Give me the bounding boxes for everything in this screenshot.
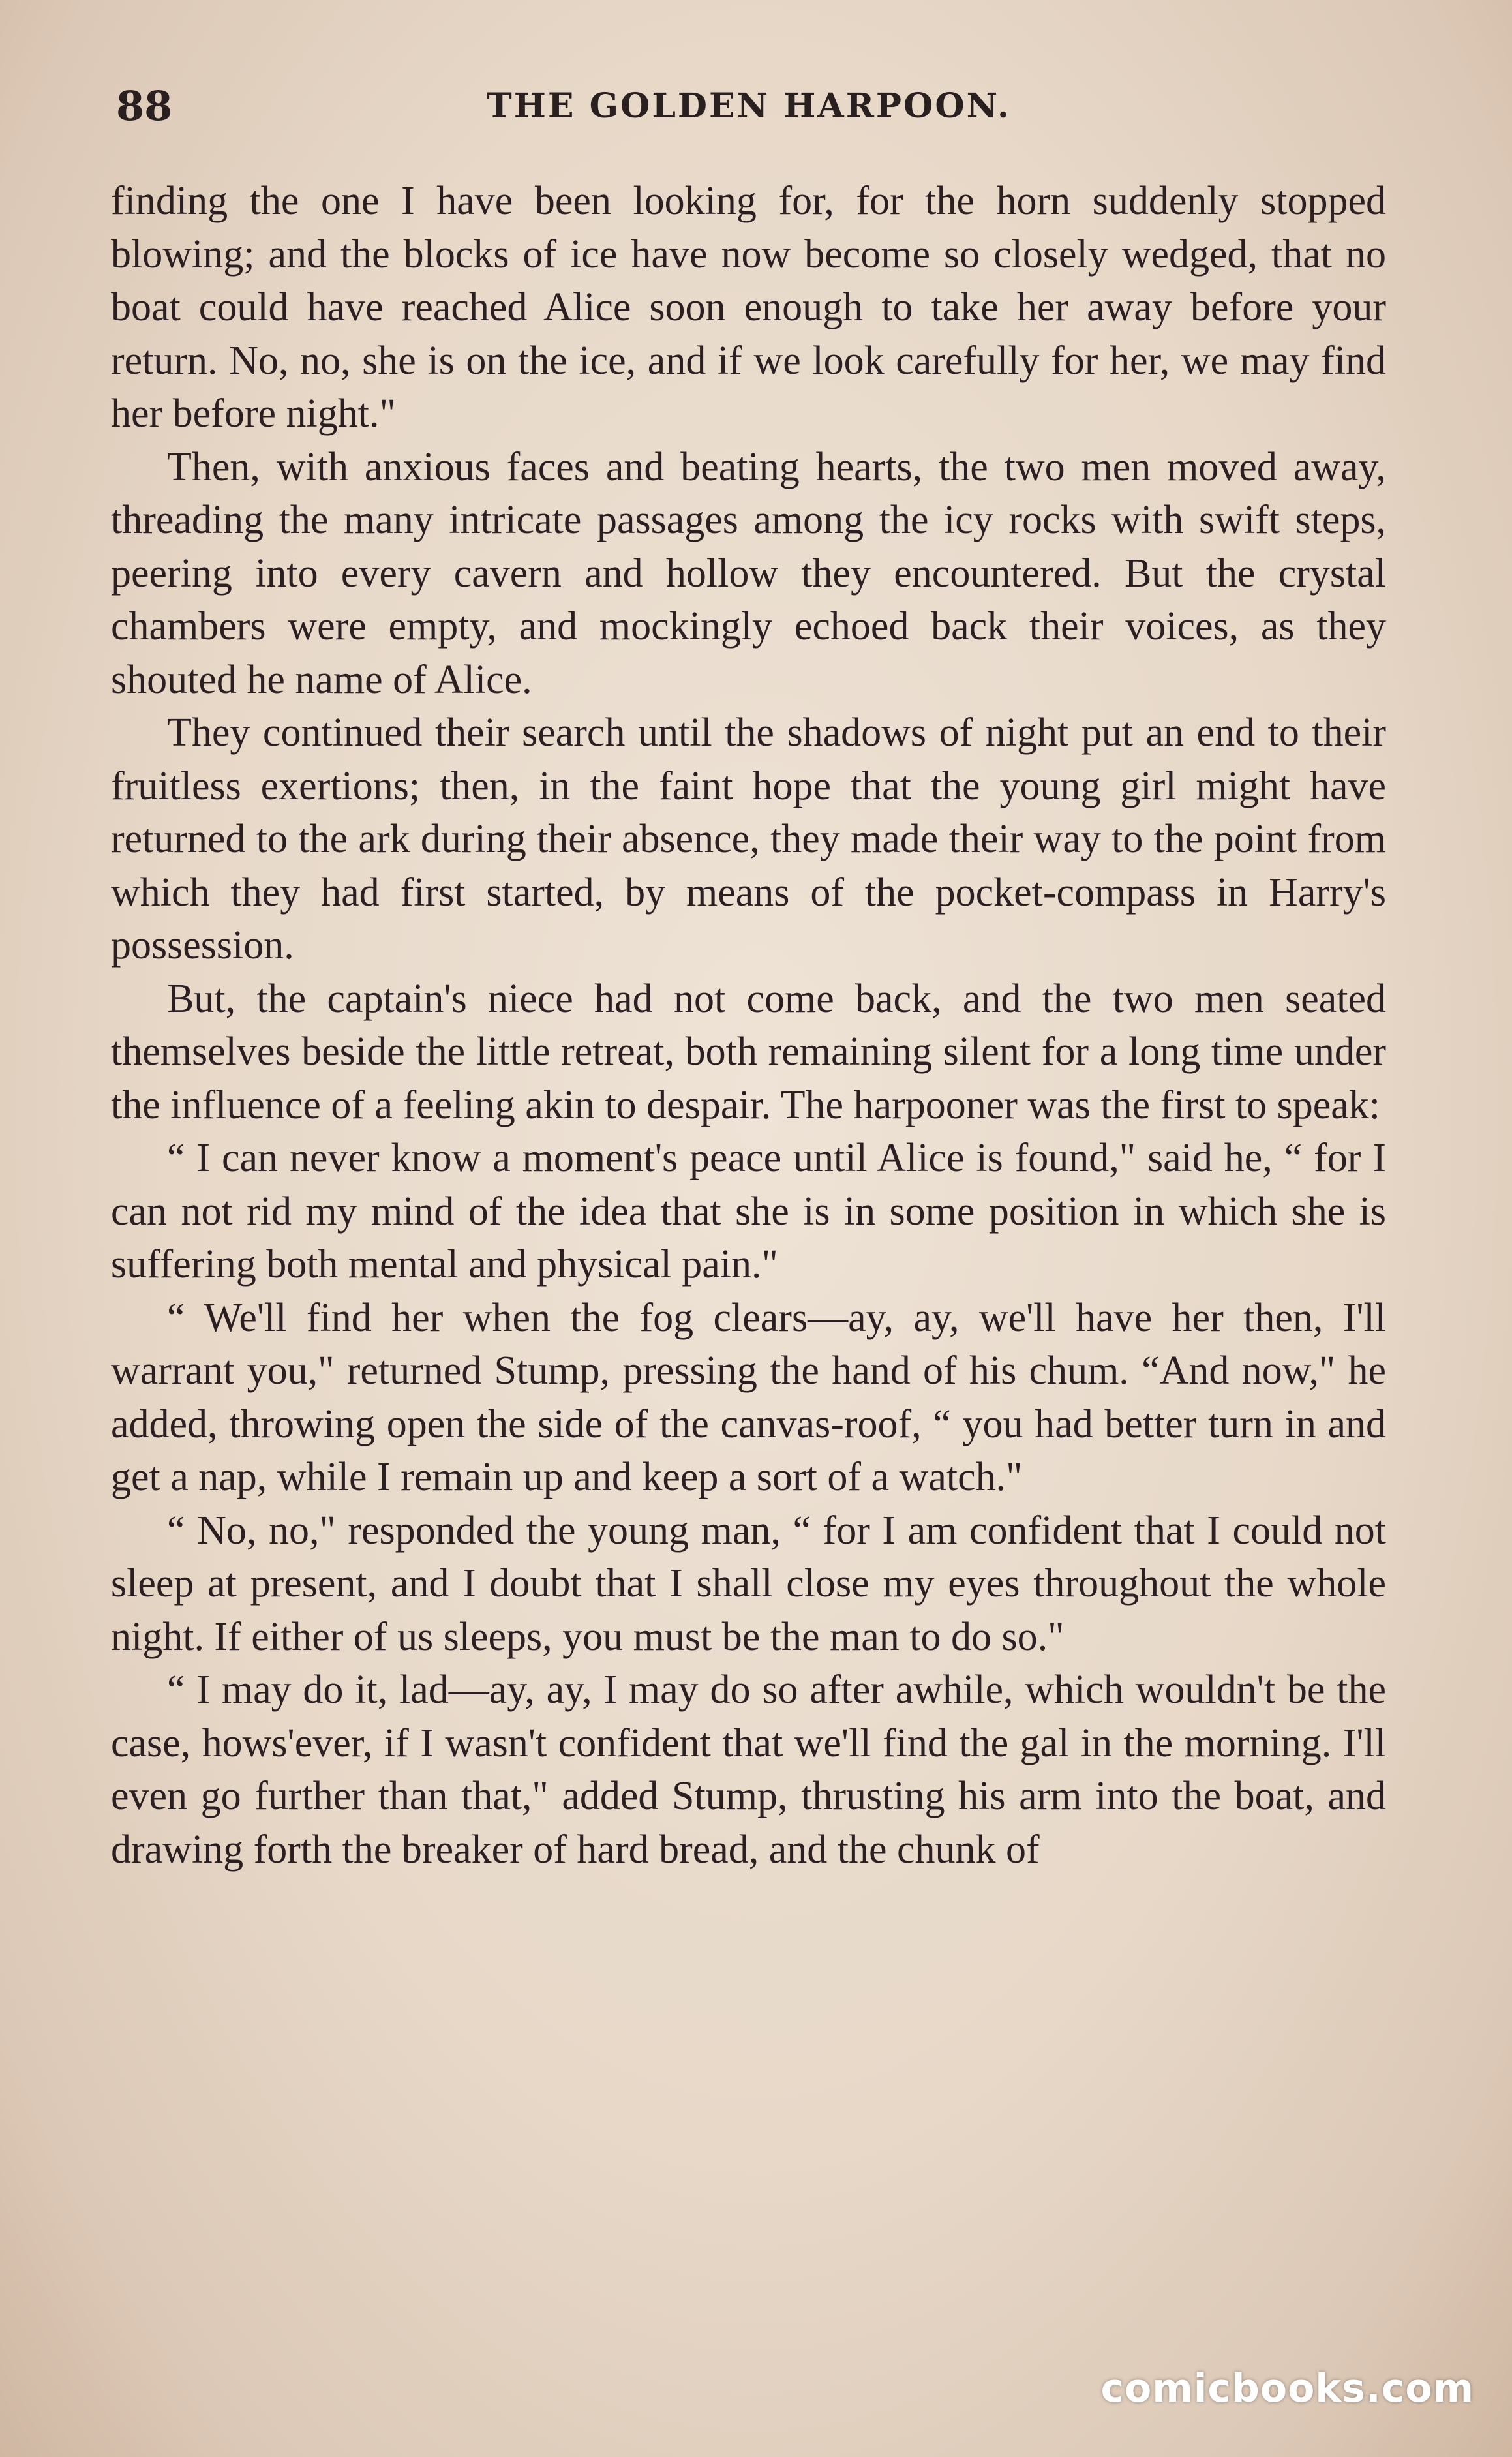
paragraph: Then, with anxious faces and beating hearts, the two men moved away, threading the many intricate passages among the icy rocks with swift steps, peering into every cavern and hollow they encountered. But the crystal chambers were empty, and mockingly echoed back their voices, as they shouted he name of Alice. bbox=[111, 444, 1386, 702]
page-number: 88 bbox=[116, 82, 173, 130]
paragraph: They continued their search until the shadows of night put an end to their fruitless exertions; then, in the faint hope that the young girl might have returned to the ark during their absence, they made their way to the point from which they had first started, by means of the pocket-compass in Harry's possession. bbox=[111, 710, 1386, 968]
paragraph: “ We'll find her when the fog clears—ay, ay, we'll have her then, I'll warrant you," returned Stump, pressing the hand of his chum. “And now," he added, throwing open the side of the canvas-roof, “ you had better turn in and get a nap, while I remain up and keep a sort of a watch." bbox=[111, 1295, 1386, 1499]
paragraph: But, the captain's niece had not come back, and the two men seated themselves beside the little retreat, both remaining silent for a long time under the influence of a feeling akin to despair. The harpooner was the first to speak: bbox=[111, 976, 1386, 1127]
body-text bbox=[111, 175, 1386, 1876]
page-header bbox=[116, 77, 1382, 136]
paragraph: “ I may do it, lad—ay, ay, I may do so after awhile, which wouldn't be the case, hows'ever, if I wasn't confident that we'll find the gal in the morning. I'll even go further than that," added Stump, thrusting his arm into the boat, and drawing forth the breaker of hard bread, and the chunk of bbox=[111, 1668, 1386, 1872]
watermark: comicbooks.com bbox=[1100, 2366, 1474, 2411]
paragraph: “ No, no," responded the young man, “ for I am confident that I could not sleep at present, and I doubt that I shall close my eyes throughout the whole night. If either of us sleeps, you must be the man to do so." bbox=[111, 1508, 1386, 1659]
running-head: THE GOLDEN HARPOON. bbox=[487, 86, 1011, 126]
paragraph: “ I can never know a moment's peace until Alice is found," said he, “ for I can not rid my mind of the idea that she is in some position in which she is suffering both mental and physical pain." bbox=[111, 1136, 1386, 1287]
paragraph: finding the one I have been looking for, for the horn suddenly stopped blowing; and the blocks of ice have now become so closely wedged, that no boat could have reached Alice soon enough to take her away before your return. No, no, she is on the ice, and if we look carefully for her, we may find her before night." bbox=[111, 179, 1386, 436]
